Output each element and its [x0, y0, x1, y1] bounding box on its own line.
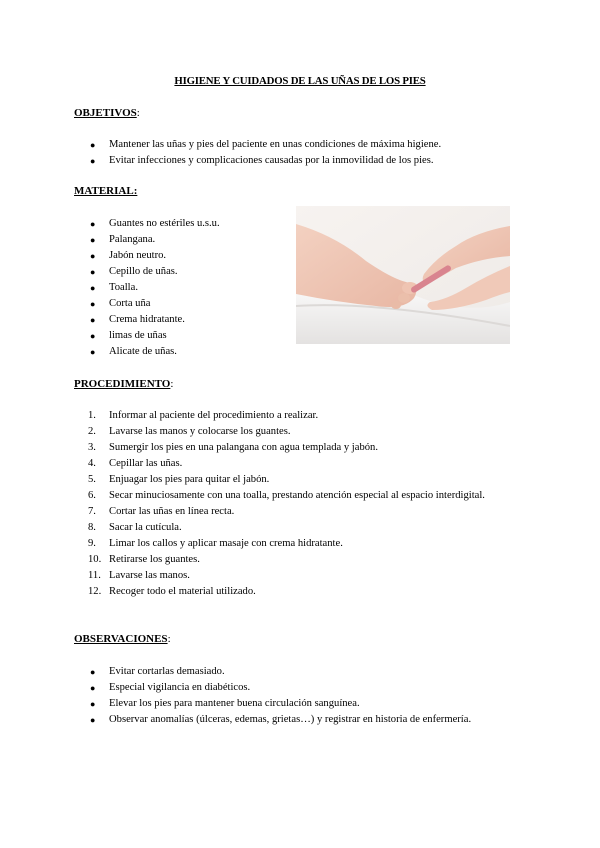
procedimiento-heading-colon: :	[170, 378, 174, 390]
list-item	[74, 232, 220, 248]
list-item-text: Elevar los pies para mantener buena circulación sanguínea.	[109, 698, 360, 709]
list-item	[74, 344, 220, 360]
step-number: 12.	[88, 586, 102, 597]
material-heading	[74, 183, 137, 199]
bullet-icon: ●	[90, 315, 96, 325]
step-number: 6.	[88, 490, 96, 501]
list-item	[74, 312, 220, 328]
procedimiento-list	[74, 408, 529, 600]
list-item	[74, 712, 471, 728]
bullet-icon: ●	[90, 683, 96, 693]
procedure-step	[74, 520, 529, 536]
step-text: Retirarse los guantes.	[109, 554, 200, 565]
list-item	[74, 264, 220, 280]
bullet-icon: ●	[90, 140, 96, 150]
list-item-text: Corta uña	[109, 298, 151, 309]
material-list	[74, 216, 220, 360]
step-number: 9.	[88, 538, 96, 549]
step-number: 7.	[88, 506, 96, 517]
bullet-icon: ●	[90, 251, 96, 261]
bullet-icon: ●	[90, 156, 96, 166]
step-text: Cortar las uñas en línea recta.	[109, 506, 235, 517]
observaciones-heading	[74, 631, 171, 647]
list-item-text: Mantener las uñas y pies del paciente en unas condiciones de máxima higiene.	[109, 139, 442, 150]
list-item-text: limas de uñas	[109, 330, 167, 341]
observaciones-heading-text: OBSERVACIONES	[74, 633, 168, 645]
bullet-icon: ●	[90, 283, 96, 293]
material-heading-text: MATERIAL:	[74, 185, 138, 197]
bullet-icon: ●	[90, 299, 96, 309]
objetivos-heading-text: OBJETIVOS	[74, 107, 137, 119]
procedure-step	[74, 488, 529, 504]
objetivos-heading	[74, 105, 140, 121]
step-number: 4.	[88, 458, 96, 469]
step-number: 10.	[88, 554, 102, 565]
list-item-text: Crema hidratante.	[109, 314, 185, 325]
procedure-step	[74, 584, 529, 600]
procedure-step	[74, 552, 529, 568]
step-text: Lavarse las manos y colocarse los guantes.	[109, 426, 291, 437]
list-item	[74, 680, 471, 696]
step-text: Cepillar las uñas.	[109, 458, 183, 469]
objetivos-list	[74, 137, 441, 169]
procedure-step	[74, 456, 529, 472]
list-item	[74, 248, 220, 264]
bullet-icon: ●	[90, 699, 96, 709]
step-number: 5.	[88, 474, 96, 485]
list-item	[74, 328, 220, 344]
list-item-text: Palangana.	[109, 234, 156, 245]
list-item	[74, 216, 220, 232]
list-item	[74, 153, 441, 169]
objetivos-heading-colon: :	[136, 107, 140, 119]
procedure-step	[74, 568, 529, 584]
list-item-text: Guantes no estériles u.s.u.	[109, 218, 220, 229]
list-item-text: Toalla.	[109, 282, 138, 293]
list-item-text: Alicate de uñas.	[109, 346, 177, 357]
bullet-icon: ●	[90, 219, 96, 229]
bullet-icon: ●	[90, 267, 96, 277]
step-text: Limar los callos y aplicar masaje con crema hidratante.	[109, 538, 343, 549]
procedure-step	[74, 472, 529, 488]
step-text: Lavarse las manos.	[109, 570, 190, 581]
procedure-step	[74, 424, 529, 440]
bullet-icon: ●	[90, 715, 96, 725]
foot-care-illustration	[296, 206, 510, 344]
procedimiento-heading-text: PROCEDIMIENTO	[74, 378, 171, 390]
list-item	[74, 137, 441, 153]
bullet-icon: ●	[90, 347, 96, 357]
step-number: 3.	[88, 442, 96, 453]
step-number: 1.	[88, 410, 96, 421]
step-text: Enjuagar los pies para quitar el jabón.	[109, 474, 270, 485]
step-number: 2.	[88, 426, 96, 437]
observaciones-list	[74, 664, 471, 728]
list-item-text: Evitar infecciones y complicaciones causadas por la inmovilidad de los pies.	[109, 155, 434, 166]
list-item	[74, 696, 471, 712]
step-text: Sumergir los pies en una palangana con agua templada y jabón.	[109, 442, 378, 453]
step-number: 11.	[88, 570, 101, 581]
list-item	[74, 280, 220, 296]
bullet-icon: ●	[90, 331, 96, 341]
procedure-step	[74, 504, 529, 520]
list-item	[74, 664, 471, 680]
bullet-icon: ●	[90, 667, 96, 677]
step-text: Recoger todo el material utilizado.	[109, 586, 256, 597]
list-item	[74, 296, 220, 312]
procedure-step	[74, 440, 529, 456]
step-text: Sacar la cutícula.	[109, 522, 182, 533]
bullet-icon: ●	[90, 235, 96, 245]
list-item-text: Evitar cortarlas demasiado.	[109, 666, 225, 677]
foot-care-photo	[296, 206, 510, 344]
page-title: HIGIENE Y CUIDADOS DE LAS UÑAS DE LOS PIES	[174, 75, 426, 87]
list-item-text: Cepillo de uñas.	[109, 266, 178, 277]
list-item-text: Especial vigilancia en diabéticos.	[109, 682, 251, 693]
procedure-step	[74, 408, 529, 424]
procedimiento-heading	[74, 376, 173, 392]
procedure-step	[74, 536, 529, 552]
step-text: Informar al paciente del procedimiento a realizar.	[109, 410, 319, 421]
step-text: Secar minuciosamente con una toalla, prestando atención especial al espacio interdigital.	[109, 490, 485, 501]
observaciones-heading-colon: :	[167, 633, 171, 645]
list-item-text: Jabón neutro.	[109, 250, 167, 261]
step-number: 8.	[88, 522, 96, 533]
list-item-text: Observar anomalías (úlceras, edemas, grietas…) y registrar en historia de enfermería.	[109, 714, 472, 725]
